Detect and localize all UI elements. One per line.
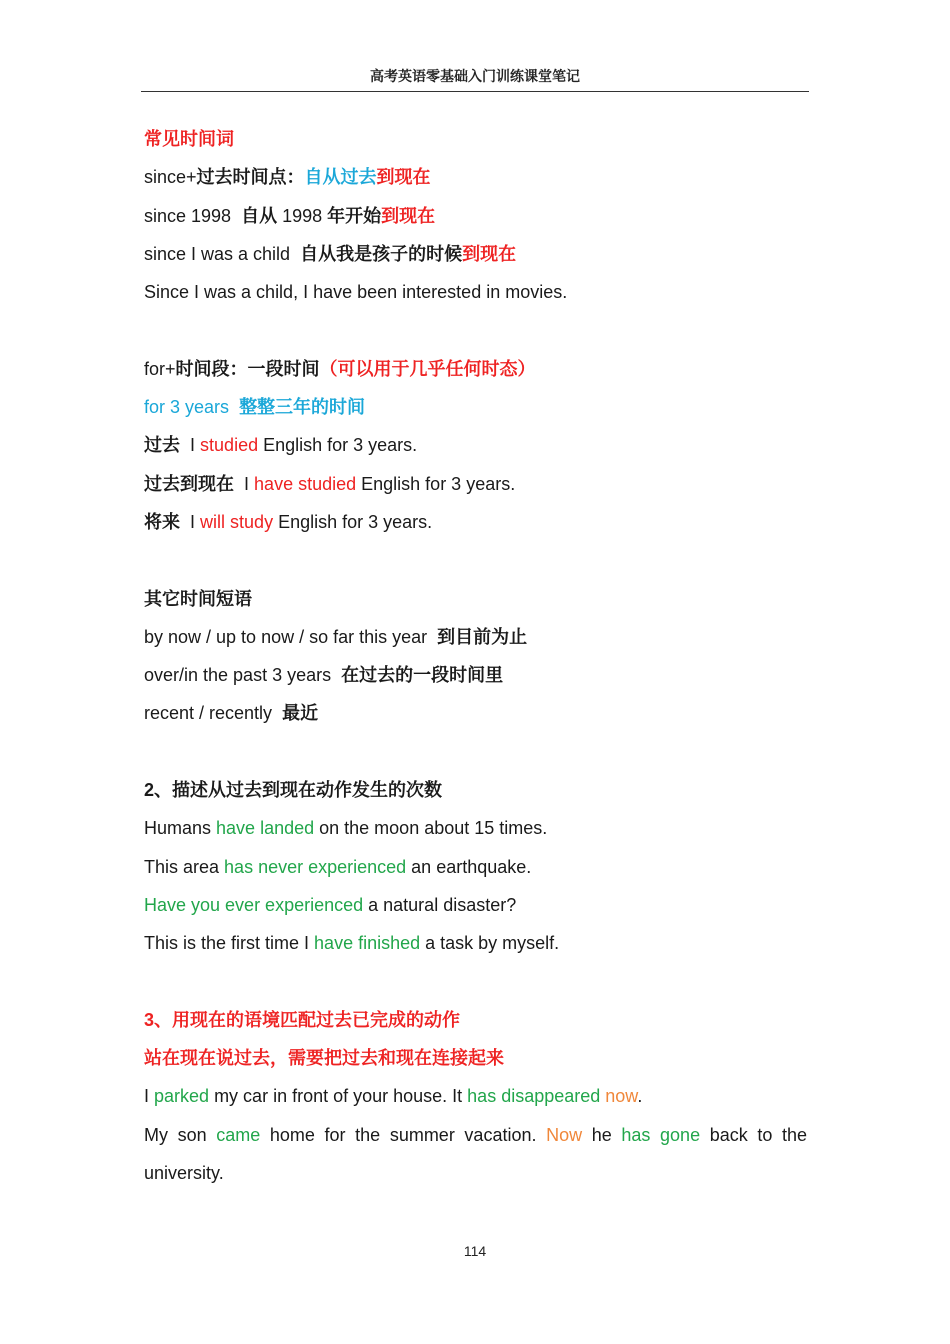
highlight-verb: has never experienced (224, 856, 407, 877)
page-content (144, 120, 807, 1192)
since-1998-zh-a: 自从 (241, 205, 278, 226)
since-meaning-red: 到现在 (376, 167, 431, 188)
sentence-text: a natural disaster? (363, 894, 517, 915)
for-note: （可以用于几乎任何时态） (319, 358, 536, 379)
highlight-verb: came (216, 1124, 261, 1145)
highlight-verb: Have you ever experienced (144, 894, 364, 915)
section3-sentence-2 (144, 1116, 807, 1154)
past-subject: I (190, 435, 196, 456)
section3-heading: 3、用现在的语境匹配过去已完成的动作 (144, 1009, 461, 1030)
sentence-text: My son (144, 1124, 217, 1145)
future-rest: English for 3 years. (278, 511, 433, 532)
phrase-en: by now / up to now / so far this year (144, 626, 428, 647)
highlight-verb: have landed (216, 818, 315, 839)
for-term: 时间段：一段时间 (175, 358, 320, 379)
present-perfect-rest: English for 3 years. (361, 473, 516, 494)
highlight-verb: has gone (621, 1124, 701, 1145)
for-prefix: for+ (144, 358, 176, 379)
future-verb: will study (200, 511, 274, 532)
present-perfect-line (144, 465, 807, 503)
highlight-time: Now (546, 1124, 583, 1145)
for-example-zh: 整整三年的时间 (239, 397, 366, 418)
for-example-line (144, 388, 807, 426)
time-words-heading: 常见时间词 (144, 129, 234, 149)
since-1998-year: 1998 (277, 205, 328, 226)
for-example-en: for 3 years (144, 397, 230, 418)
since-rule-line (144, 158, 807, 196)
sentence-text: . (637, 1086, 643, 1107)
past-verb: studied (200, 435, 259, 456)
section2-sentence-1 (144, 809, 807, 847)
phrase-en: over/in the past 3 years (144, 665, 332, 686)
future-tense-line (144, 503, 807, 541)
highlight-time: now (600, 1086, 638, 1107)
section2-heading: 2、描述从过去到现在动作发生的次数 (144, 780, 443, 801)
since-1998-zh-b: 年开始 (327, 205, 382, 226)
sentence-text: This is the first time I (144, 933, 315, 954)
phrase-en: recent / recently (144, 703, 273, 724)
future-label: 将来 (144, 511, 180, 532)
since-prefix: since+ (144, 167, 197, 188)
phrase-item (144, 618, 807, 656)
since-1998-zh-red: 到现在 (381, 205, 436, 226)
since-child-en: since I was a child (144, 243, 291, 264)
since-sentence: Since I was a child, I have been interested in movies. (144, 282, 568, 303)
phrase-item (144, 694, 807, 732)
since-1998-line (144, 197, 807, 235)
past-tense-line (144, 426, 807, 464)
since-1998-en: since 1998 (144, 205, 232, 226)
sentence-text: back to the (700, 1124, 807, 1145)
section2-sentence-3 (144, 886, 807, 924)
page-number: 114 (463, 1243, 487, 1259)
present-perfect-label: 过去到现在 (144, 473, 234, 494)
sentence-text: my car in front of your house. It (209, 1086, 468, 1107)
highlight-verb: has disappeared (467, 1086, 601, 1107)
since-child-zh-red: 到现在 (462, 243, 517, 264)
phrase-zh: 到目前为止 (437, 626, 528, 647)
since-meaning-blue: 自从过去 (304, 167, 377, 188)
header-divider (141, 91, 809, 92)
section3-sentence-1 (144, 1077, 807, 1115)
sentence-text: an earthquake. (406, 856, 532, 877)
for-rule-line (144, 350, 807, 388)
past-label: 过去 (144, 435, 180, 456)
section2-sentence-2 (144, 848, 807, 886)
future-subject: I (190, 511, 196, 532)
sentence-text: on the moon about 15 times. (314, 818, 548, 839)
phrase-zh: 在过去的一段时间里 (341, 665, 504, 686)
page-header-title: 高考英语零基础入门训练课堂笔记 (370, 68, 580, 84)
section3-subheading: 站在现在说过去，需要把过去和现在连接起来 (144, 1048, 504, 1069)
section3-sentence-2-cont: university. (144, 1163, 224, 1184)
phrase-zh: 最近 (282, 703, 319, 724)
since-term: 过去时间点： (196, 167, 305, 188)
present-perfect-subject: I (244, 473, 250, 494)
sentence-text: This area (144, 856, 225, 877)
sentence-text: I (144, 1086, 155, 1107)
phrase-item (144, 656, 807, 694)
present-perfect-verb: have studied (254, 473, 357, 494)
since-child-line (144, 235, 807, 273)
other-phrases-heading: 其它时间短语 (144, 588, 252, 609)
sentence-text: he (582, 1124, 622, 1145)
sentence-text: Humans (144, 818, 217, 839)
sentence-text: home for the summer vacation. (260, 1124, 547, 1145)
highlight-verb: parked (154, 1086, 210, 1107)
past-rest: English for 3 years. (263, 435, 418, 456)
highlight-verb: have finished (314, 933, 421, 954)
sentence-text: a task by myself. (420, 933, 560, 954)
since-child-zh: 自从我是孩子的时候 (300, 243, 463, 264)
section2-sentence-4 (144, 924, 807, 962)
